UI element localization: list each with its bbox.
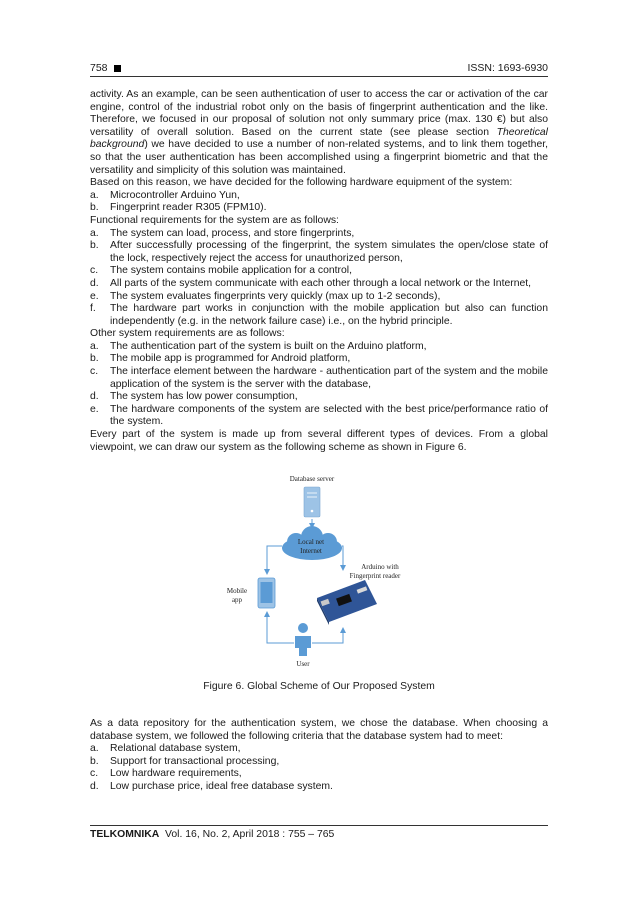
page-footer — [90, 829, 334, 840]
mobile-link — [267, 546, 282, 574]
list-item: a. Relational database system, — [90, 743, 241, 755]
list-item: b. The mobile app is programmed for Android platform, — [90, 353, 351, 365]
list-item: b. Support for transactional processing, — [90, 755, 280, 767]
other-intro: Other system requirements are as follows: — [90, 328, 285, 340]
arduino-link — [342, 546, 343, 570]
database-intro: As a data repository for the authentication system, we chose the database. When choosing a database system, we followed the following criteria that the database system had to meet: — [90, 718, 548, 742]
system-scheme-figure — [225, 470, 415, 668]
issn: ISSN: 1693-6930 — [467, 62, 548, 74]
intro-paragraph: activity. As an example, can be seen authentication of user to access the car or activation of the car engine, control of the industrial robot only on the basis of fingerprint authentication and the like. Therefore, we focused in our proposal of solution not only summary price (max. 130 €) but also versatility of overall solution. Based on the current state (see please section Theoretical background) we have decided to use a number of non-related systems, and to link them together, so that the user authentication has been accomplished using a fingerprint biometric and that the versatility and simplicity of this solution was maintained. — [90, 89, 548, 176]
arduino-board-icon — [317, 580, 377, 625]
page-number: 758 — [90, 62, 108, 74]
page-header — [90, 62, 548, 74]
list-item: d. The system has low power consumption, — [90, 391, 298, 403]
list-item: e. The hardware components of the system are selected with the best price/performance ratio of the system. — [90, 403, 548, 428]
closing-paragraph: Every part of the system is made up from several different types of devices. From a global viewpoint, we can draw our system as the following scheme as shown in Figure 6. — [90, 429, 548, 453]
hardware-intro: Based on this reason, we have decided for the following hardware equipment of the system: — [90, 177, 513, 189]
cloud-label-line2: Internet — [300, 547, 322, 555]
list-item: b. Fingerprint reader R305 (FPM10). — [90, 202, 267, 214]
user-mobile-link — [267, 612, 294, 643]
list-item: f. The hardware part works in conjunction with the mobile application but also can function independently (e.g. in the network failure case) i.e., on the hybrid principle. — [90, 303, 548, 327]
list-item: c. The system contains mobile application for a control, — [90, 265, 352, 277]
user-icon — [295, 623, 311, 656]
arduino-label-line1: Arduino with — [361, 563, 399, 571]
user-label: User — [296, 660, 310, 668]
scheme-diagram — [225, 470, 415, 668]
server-icon — [304, 487, 320, 517]
cloud-label-line1: Local net — [297, 538, 325, 546]
list-item: e. The system evaluates fingerprints very quickly (max up to 1-2 seconds), — [90, 290, 441, 302]
citation: Vol. 16, No. 2, April 2018 : 755 – 765 — [165, 829, 335, 840]
database-section — [90, 718, 548, 794]
list-item: d. All parts of the system communicate with each other through a local network or the Internet, — [90, 277, 532, 289]
list-item: c. The interface element between the hardware - authentication part of the system and the mobile application of the system is the server with the database, — [90, 366, 548, 390]
smartphone-icon — [258, 578, 275, 608]
header-rule — [90, 76, 548, 77]
functional-intro: Functional requirements for the system are as follows: — [90, 214, 339, 226]
list-item: a. The authentication part of the system is built on the Arduino platform, — [90, 340, 427, 352]
footer-rule — [90, 825, 548, 826]
list-item: a. Microcontroller Arduino Yun, — [90, 189, 240, 201]
db-server-label: Database server — [289, 475, 335, 483]
user-arduino-link — [312, 628, 343, 643]
list-item: d. Low purchase price, ideal free database system. — [90, 780, 333, 792]
arduino-label-line2: Fingerprint reader — [349, 572, 401, 580]
mobile-label-line1: Mobile — [226, 587, 248, 595]
journal-name: TELKOMNIKA — [90, 829, 160, 840]
list-item: b. After successfully processing of the fingerprint, the system simulates the open/close state of the lock, respectively reject the access for unauthorized person, — [90, 240, 548, 264]
figure-caption: Figure 6. Global Scheme of Our Proposed System — [203, 681, 435, 692]
list-item: a. The system can load, process, and store fingerprints, — [90, 227, 355, 239]
square-bullet-icon — [114, 65, 121, 72]
mobile-label-line2: app — [231, 596, 243, 604]
list-item: c. Low hardware requirements, — [90, 768, 242, 780]
main-text — [90, 89, 548, 454]
